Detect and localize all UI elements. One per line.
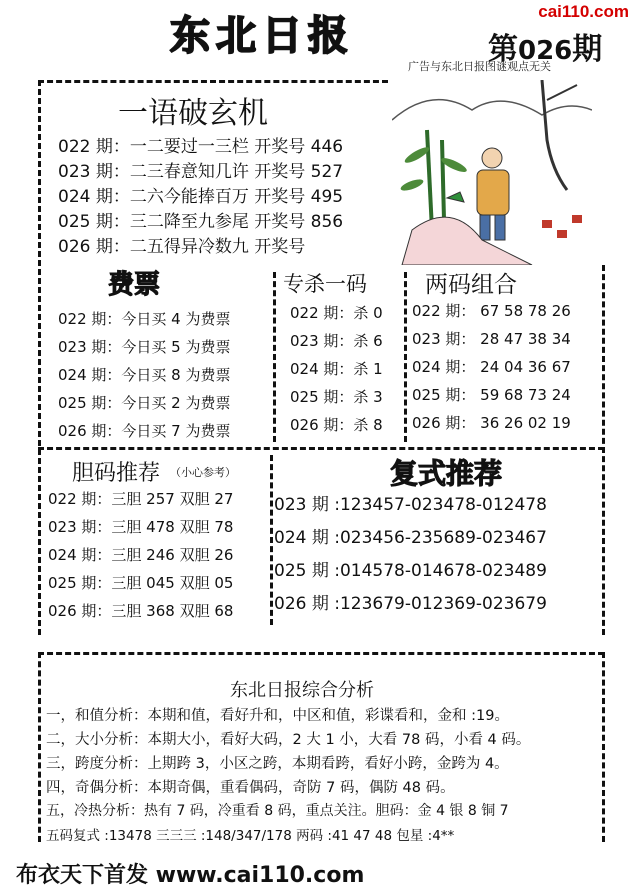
yiyu-row: 025 期：三二降至九参尾 开奖号 856 xyxy=(58,212,344,232)
liangma-row: 022 期： 67 58 78 26 xyxy=(412,302,571,320)
liangma-row: 025 期： 59 68 73 24 xyxy=(412,386,571,404)
disclaimer: 广告与东北日报图谜观点无关 xyxy=(408,60,551,73)
illustration-boy-bird xyxy=(392,80,592,265)
divider xyxy=(404,272,407,442)
analysis-line: 四，奇偶分析：本期奇偶，重看偶码，奇防 7 码，偶防 48 码。 xyxy=(46,780,455,796)
danma-row: 023 期：三胆 478 双胆 78 xyxy=(48,518,234,536)
fushi-title: 复式推荐 xyxy=(390,457,503,490)
yiyu-row: 023 期：二三春意知几许 开奖号 527 xyxy=(58,162,344,182)
liangma-title: 两码组合 xyxy=(425,272,517,298)
feipiao-row: 026 期：今日买 7 为费票 xyxy=(58,422,231,440)
danma-row: 022 期：三胆 257 双胆 27 xyxy=(48,490,234,508)
fushi-row: 026 期 :123679-012369-023679 xyxy=(274,594,547,614)
yiyu-row: 024 期：二六今能捧百万 开奖号 495 xyxy=(58,187,344,207)
zhuansha-title: 专杀一码 xyxy=(283,272,367,296)
divider xyxy=(273,272,276,442)
fushi-row: 023 期 :123457-023478-012478 xyxy=(274,495,547,515)
feipiao-row: 022 期：今日买 4 为费票 xyxy=(58,310,231,328)
issue-prefix: 第 xyxy=(488,32,518,67)
zhuansha-row: 023 期：杀 6 xyxy=(290,332,383,350)
issue-number: 026 xyxy=(518,36,573,66)
frame-right-border xyxy=(602,652,605,842)
analysis-line: 五，冷热分析：热有 7 码，冷重看 8 码，重点关注。胆码：金 4 银 8 铜 7 xyxy=(46,803,509,819)
analysis-line: 三，跨度分析：上期跨 3，小区之跨，本期看跨，看好小跨，金跨为 4。 xyxy=(46,756,509,772)
divider xyxy=(38,652,604,655)
zhuansha-row: 025 期：杀 3 xyxy=(290,388,383,406)
issue-suffix: 期 xyxy=(572,32,603,67)
frame-right-border xyxy=(602,265,605,635)
danma-row: 024 期：三胆 246 双胆 26 xyxy=(48,546,234,564)
analysis-line: 二，大小分析：本期大小，看好大码，2 大 1 小，大看 78 码，小看 4 码。 xyxy=(46,732,531,748)
zhuansha-row: 024 期：杀 1 xyxy=(290,360,383,378)
feipiao-title: 费票 xyxy=(108,270,161,300)
yiyu-row: 022 期：一二要过一三栏 开奖号 446 xyxy=(58,137,344,157)
fushi-row: 025 期 :014578-014678-023489 xyxy=(274,561,547,581)
analysis-line: 一，和值分析：本期和值，看好升和，中区和值，彩谍看和，金和 :19。 xyxy=(46,708,509,724)
divider xyxy=(38,447,604,450)
divider xyxy=(270,455,273,625)
danma-title: 胆码推荐 xyxy=(72,461,161,486)
liangma-row: 024 期： 24 04 36 67 xyxy=(412,358,571,376)
danma-row: 026 期：三胆 368 双胆 68 xyxy=(48,602,234,620)
danma-row: 025 期：三胆 045 双胆 05 xyxy=(48,574,234,592)
frame-left-border xyxy=(38,80,41,635)
zhuansha-row: 026 期：杀 8 xyxy=(290,416,383,434)
danma-note: （小心参考） xyxy=(170,466,236,479)
yiyu-title: 一语破玄机 xyxy=(118,96,268,131)
footer-site[interactable]: 布衣天下首发 www.cai110.com xyxy=(16,863,365,888)
site-link[interactable]: cai110.com xyxy=(538,2,629,21)
feipiao-row: 024 期：今日买 8 为费票 xyxy=(58,366,231,384)
analysis-line: 五码复式 :13478 三三三 :148/347/178 两码 :41 47 48 包星 :4** xyxy=(46,828,455,844)
zhuansha-row: 022 期：杀 0 xyxy=(290,304,383,322)
newspaper-title: 东北日报 xyxy=(170,12,354,59)
analysis-title: 东北日报综合分析 xyxy=(230,680,374,701)
liangma-row: 023 期： 28 47 38 34 xyxy=(412,330,571,348)
yiyu-row: 026 期：二五得异冷数九 开奖号 xyxy=(58,237,306,257)
frame-top-border xyxy=(38,80,388,83)
fushi-row: 024 期 :023456-235689-023467 xyxy=(274,528,547,548)
feipiao-row: 025 期：今日买 2 为费票 xyxy=(58,394,231,412)
frame-left-border xyxy=(38,652,41,842)
liangma-row: 026 期： 36 26 02 19 xyxy=(412,414,571,432)
feipiao-row: 023 期：今日买 5 为费票 xyxy=(58,338,231,356)
